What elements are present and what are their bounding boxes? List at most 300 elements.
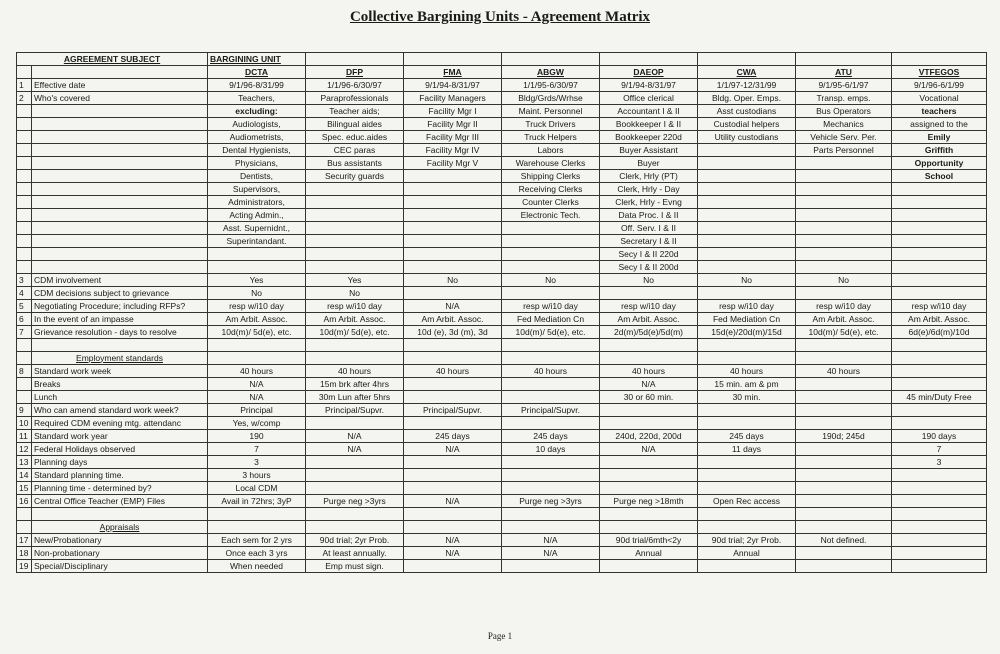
table-cell: Off. Serv. I & II <box>600 222 698 235</box>
table-cell: Truck Helpers <box>502 131 600 144</box>
table-cell: Principal/Supvr. <box>306 404 404 417</box>
table-cell: Am Arbit. Assoc. <box>306 313 404 326</box>
table-cell: 40 hours <box>208 365 306 378</box>
table-cell: Asst. Supernidnt., <box>208 222 306 235</box>
table-cell: 9/1/96-6/1/99 <box>892 79 987 92</box>
table-row <box>17 352 987 365</box>
table-cell: N/A <box>208 391 306 404</box>
table-cell: resp w/i10 day <box>502 300 600 313</box>
table-cell: 40 hours <box>796 365 892 378</box>
table-cell <box>404 508 502 521</box>
table-cell <box>404 521 502 534</box>
table-cell <box>796 352 892 365</box>
table-cell: 240d, 220d, 200d <box>600 430 698 443</box>
row-number-cell: 3 <box>17 274 32 287</box>
table-row <box>17 131 987 144</box>
table-row <box>17 469 987 482</box>
agreement-subject-header: AGREEMENT SUBJECT <box>17 53 208 66</box>
table-cell <box>698 508 796 521</box>
subject-cell: Standard work week <box>32 365 208 378</box>
table-cell: 40 hours <box>600 365 698 378</box>
table-cell: No <box>796 274 892 287</box>
row-number-cell: 15 <box>17 482 32 495</box>
table-cell <box>698 183 796 196</box>
table-cell <box>698 456 796 469</box>
table-cell: resp w/i10 day <box>892 300 987 313</box>
table-cell <box>404 222 502 235</box>
table-cell <box>502 287 600 300</box>
table-cell: 90d trial; 2yr Prob. <box>306 534 404 547</box>
subject-cell: CDM involvement <box>32 274 208 287</box>
table-cell: Facility Mgr IV <box>404 144 502 157</box>
table-row <box>17 456 987 469</box>
table-cell: 30 or 60 min. <box>600 391 698 404</box>
row-number-cell: 8 <box>17 365 32 378</box>
table-cell <box>892 482 987 495</box>
table-cell <box>502 222 600 235</box>
table-cell: 7 <box>208 443 306 456</box>
table-cell: Truck Drivers <box>502 118 600 131</box>
table-cell: Audiologists, <box>208 118 306 131</box>
table-cell <box>306 456 404 469</box>
table-cell: 7 <box>892 443 987 456</box>
subject-cell: Planning days <box>32 456 208 469</box>
bargining-unit-header: BARGINING UNIT <box>208 53 306 66</box>
row-number-cell: 2 <box>17 92 32 105</box>
header-row-1 <box>17 53 987 66</box>
subject-cell: Standard work year <box>32 430 208 443</box>
table-cell: Bookkeeper I & II <box>600 118 698 131</box>
table-row <box>17 508 987 521</box>
table-cell: 40 hours <box>306 365 404 378</box>
subject-cell: Lunch <box>32 391 208 404</box>
table-cell <box>796 170 892 183</box>
table-cell: resp w/i10 day <box>306 300 404 313</box>
table-cell: 9/1/94-8/31/97 <box>600 79 698 92</box>
table-cell <box>306 222 404 235</box>
table-cell <box>698 287 796 300</box>
table-cell <box>208 261 306 274</box>
table-cell <box>404 170 502 183</box>
table-cell <box>892 352 987 365</box>
table-cell <box>404 482 502 495</box>
table-row <box>17 118 987 131</box>
row-number-cell <box>17 144 32 157</box>
row-number-cell <box>17 183 32 196</box>
subject-cell: Federal Holidays observed <box>32 443 208 456</box>
table-cell: Bookkeeper 220d <box>600 131 698 144</box>
unit-header: CWA <box>698 66 796 79</box>
table-cell: Parts Personnel <box>796 144 892 157</box>
table-cell: Shipping Clerks <box>502 170 600 183</box>
table-cell <box>208 248 306 261</box>
table-cell: Fed Mediation Cn <box>502 313 600 326</box>
table-row <box>17 339 987 352</box>
section-heading: Employment standards <box>32 352 208 365</box>
table-cell: 1/1/97-12/31/99 <box>698 79 796 92</box>
subject-cell: Planning time - determined by? <box>32 482 208 495</box>
table-cell <box>306 352 404 365</box>
table-row <box>17 547 987 560</box>
table-cell <box>698 339 796 352</box>
table-row <box>17 222 987 235</box>
table-cell <box>892 378 987 391</box>
table-cell: 10d (e), 3d (m), 3d <box>404 326 502 339</box>
table-cell <box>502 482 600 495</box>
table-cell <box>796 469 892 482</box>
table-cell: Vocational <box>892 92 987 105</box>
row-number-cell: 4 <box>17 287 32 300</box>
row-number-cell <box>17 209 32 222</box>
table-cell <box>796 560 892 573</box>
table-cell: Superintandant. <box>208 235 306 248</box>
table-cell: Maint. Personnel <box>502 105 600 118</box>
subject-cell <box>32 508 208 521</box>
table-cell: 190d; 245d <box>796 430 892 443</box>
table-cell <box>502 417 600 430</box>
table-cell <box>404 339 502 352</box>
row-number-cell: 17 <box>17 534 32 547</box>
table-cell <box>404 391 502 404</box>
table-row <box>17 157 987 170</box>
table-cell: 3 <box>892 456 987 469</box>
table-cell: Buyer <box>600 157 698 170</box>
table-cell <box>892 235 987 248</box>
table-cell <box>892 287 987 300</box>
table-row <box>17 196 987 209</box>
table-row <box>17 417 987 430</box>
table-cell <box>698 482 796 495</box>
table-cell <box>796 404 892 417</box>
table-cell: 40 hours <box>502 365 600 378</box>
table-cell: Bus assistants <box>306 157 404 170</box>
table-cell: 1/1/96-6/30/97 <box>306 79 404 92</box>
table-cell: Yes <box>306 274 404 287</box>
table-cell <box>502 508 600 521</box>
subject-cell: Breaks <box>32 378 208 391</box>
table-cell <box>306 248 404 261</box>
table-cell <box>698 209 796 222</box>
table-cell: 10 days <box>502 443 600 456</box>
row-number-cell <box>17 339 32 352</box>
table-cell: N/A <box>502 547 600 560</box>
table-cell: Secretary I & II <box>600 235 698 248</box>
table-cell <box>502 560 600 573</box>
table-cell: 45 min/Duty Free <box>892 391 987 404</box>
table-cell <box>306 261 404 274</box>
table-cell <box>698 521 796 534</box>
table-cell: No <box>502 274 600 287</box>
table-cell: 90d trial; 2yr Prob. <box>698 534 796 547</box>
table-cell <box>796 222 892 235</box>
table-cell: Opportunity <box>892 157 987 170</box>
table-cell: 3 <box>208 456 306 469</box>
row-number-cell: 6 <box>17 313 32 326</box>
table-cell: Supervisors, <box>208 183 306 196</box>
table-cell <box>502 378 600 391</box>
table-cell: Clerk, Hrly - Day <box>600 183 698 196</box>
table-row <box>17 560 987 573</box>
subject-cell <box>32 261 208 274</box>
row-number-cell: 9 <box>17 404 32 417</box>
table-row <box>17 92 987 105</box>
table-cell: 15 min. am & pm <box>698 378 796 391</box>
table-cell <box>306 235 404 248</box>
subject-cell: Standard planning time. <box>32 469 208 482</box>
subject-cell <box>32 196 208 209</box>
table-cell <box>502 352 600 365</box>
subject-cell: Who can amend standard work week? <box>32 404 208 417</box>
row-number-cell: 18 <box>17 547 32 560</box>
table-cell <box>892 560 987 573</box>
table-cell <box>698 157 796 170</box>
table-cell: Fed Mediation Cn <box>698 313 796 326</box>
table-cell <box>600 560 698 573</box>
table-cell <box>698 352 796 365</box>
subject-cell: Negotiating Procedure; including RFPs? <box>32 300 208 313</box>
table-cell: 10d(m)/ 5d(e), etc. <box>502 326 600 339</box>
row-number-cell: 19 <box>17 560 32 573</box>
table-cell: N/A <box>404 534 502 547</box>
table-cell <box>208 521 306 534</box>
row-number-cell <box>17 391 32 404</box>
table-cell <box>600 521 698 534</box>
table-cell: 15d(e)/20d(m)/15d <box>698 326 796 339</box>
row-number-cell <box>17 261 32 274</box>
unit-header: DAEOP <box>600 66 698 79</box>
row-number-cell: 10 <box>17 417 32 430</box>
table-cell: Teachers, <box>208 92 306 105</box>
table-cell: Paraprofessionals <box>306 92 404 105</box>
table-cell: Utility custodians <box>698 131 796 144</box>
subject-cell <box>32 235 208 248</box>
table-cell <box>698 222 796 235</box>
subject-cell <box>32 183 208 196</box>
table-row <box>17 430 987 443</box>
table-cell: Annual <box>698 547 796 560</box>
table-cell <box>892 248 987 261</box>
row-number-cell: 13 <box>17 456 32 469</box>
subject-cell <box>32 105 208 118</box>
table-cell: Warehouse Clerks <box>502 157 600 170</box>
table-cell: N/A <box>404 495 502 508</box>
table-row <box>17 482 987 495</box>
unit-header: ABGW <box>502 66 600 79</box>
table-cell <box>208 508 306 521</box>
table-cell: Am Arbit. Assoc. <box>600 313 698 326</box>
table-cell: 245 days <box>404 430 502 443</box>
table-cell: 30 min. <box>698 391 796 404</box>
table-cell: Transp. emps. <box>796 92 892 105</box>
subject-cell: Required CDM evening mtg. attendanc <box>32 417 208 430</box>
table-cell: Asst custodians <box>698 105 796 118</box>
table-cell <box>796 443 892 456</box>
table-cell <box>404 235 502 248</box>
table-cell: Security guards <box>306 170 404 183</box>
table-cell <box>502 391 600 404</box>
table-cell <box>698 248 796 261</box>
table-cell: 40 hours <box>698 365 796 378</box>
table-cell: N/A <box>502 534 600 547</box>
table-cell: Bldg/Grds/Wrhse <box>502 92 600 105</box>
table-cell <box>404 196 502 209</box>
table-cell: Yes, w/comp <box>208 417 306 430</box>
row-number-cell <box>17 222 32 235</box>
table-cell: Bilingual aides <box>306 118 404 131</box>
table-cell <box>502 339 600 352</box>
table-cell <box>796 339 892 352</box>
subject-cell <box>32 144 208 157</box>
row-number-cell <box>17 248 32 261</box>
table-cell <box>306 209 404 222</box>
table-cell: 30m Lun after 5hrs <box>306 391 404 404</box>
table-cell <box>892 521 987 534</box>
table-cell <box>698 417 796 430</box>
table-cell: 10d(m)/ 5d(e), etc. <box>208 326 306 339</box>
table-cell <box>404 469 502 482</box>
table-cell: No <box>600 274 698 287</box>
table-row <box>17 235 987 248</box>
table-cell: Clerk, Hrly - Evng <box>600 196 698 209</box>
table-cell <box>404 456 502 469</box>
table-cell: Receiving Clerks <box>502 183 600 196</box>
table-cell: Each sem for 2 yrs <box>208 534 306 547</box>
table-row <box>17 313 987 326</box>
table-cell <box>698 144 796 157</box>
subject-cell: Special/Disciplinary <box>32 560 208 573</box>
subject-cell: New/Probationary <box>32 534 208 547</box>
row-number-cell <box>17 352 32 365</box>
table-cell: Spec. educ.aides <box>306 131 404 144</box>
table-cell: Secy I & II 200d <box>600 261 698 274</box>
table-row <box>17 326 987 339</box>
table-row <box>17 183 987 196</box>
table-cell: 245 days <box>502 430 600 443</box>
unit-header: DCTA <box>208 66 306 79</box>
subject-cell <box>32 131 208 144</box>
table-cell: 9/1/96-8/31/99 <box>208 79 306 92</box>
agreement-matrix-table <box>16 52 987 573</box>
table-cell: resp w/i10 day <box>796 300 892 313</box>
table-cell <box>404 378 502 391</box>
table-cell: Vehicle Serv. Per. <box>796 131 892 144</box>
table-row <box>17 534 987 547</box>
table-cell: Principal <box>208 404 306 417</box>
table-cell <box>892 196 987 209</box>
table-cell <box>796 261 892 274</box>
table-cell <box>600 469 698 482</box>
table-cell: Accountant I & II <box>600 105 698 118</box>
unit-header: FMA <box>404 66 502 79</box>
table-cell: No <box>698 274 796 287</box>
table-cell <box>600 352 698 365</box>
table-cell: excluding: <box>208 105 306 118</box>
table-cell <box>892 469 987 482</box>
table-cell <box>892 274 987 287</box>
table-cell <box>698 196 796 209</box>
table-cell <box>404 287 502 300</box>
table-cell: No <box>404 274 502 287</box>
table-cell <box>796 391 892 404</box>
table-cell: Mechanics <box>796 118 892 131</box>
table-cell <box>404 261 502 274</box>
table-cell: 6d(e)/6d(m)/10d <box>892 326 987 339</box>
table-cell <box>698 560 796 573</box>
subject-cell <box>32 170 208 183</box>
table-cell <box>892 339 987 352</box>
table-cell: Facility Mgr V <box>404 157 502 170</box>
table-cell: No <box>306 287 404 300</box>
table-cell <box>892 365 987 378</box>
page-title: Collective Bargining Units - Agreement Matrix <box>349 9 651 25</box>
table-cell: Am Arbit. Assoc. <box>404 313 502 326</box>
table-cell: Electronic Tech. <box>502 209 600 222</box>
table-row <box>17 287 987 300</box>
table-cell <box>502 261 600 274</box>
table-cell <box>600 508 698 521</box>
table-cell <box>796 378 892 391</box>
table-cell <box>698 469 796 482</box>
row-number-cell: 7 <box>17 326 32 339</box>
table-cell: 245 days <box>698 430 796 443</box>
table-cell: Facility Mgr I <box>404 105 502 118</box>
table-cell <box>306 417 404 430</box>
table-cell: N/A <box>404 443 502 456</box>
table-cell: Avail in 72hrs; 3yP <box>208 495 306 508</box>
table-cell: Audiometrists, <box>208 131 306 144</box>
subject-cell <box>32 118 208 131</box>
table-cell: At least annually. <box>306 547 404 560</box>
table-cell: Am Arbit. Assoc. <box>892 313 987 326</box>
table-cell: Labors <box>502 144 600 157</box>
table-cell <box>892 404 987 417</box>
table-cell <box>698 261 796 274</box>
table-cell: Open Rec access <box>698 495 796 508</box>
table-cell <box>796 547 892 560</box>
table-cell: Yes <box>208 274 306 287</box>
table-cell <box>698 235 796 248</box>
table-cell: assigned to the <box>892 118 987 131</box>
table-cell <box>796 248 892 261</box>
row-number-cell: 5 <box>17 300 32 313</box>
subject-cell: Non-probationary <box>32 547 208 560</box>
table-row <box>17 443 987 456</box>
table-cell: Facility Mgr III <box>404 131 502 144</box>
table-cell: Purge neg >18mth <box>600 495 698 508</box>
page-number: Page 1 <box>487 631 513 641</box>
table-cell <box>404 417 502 430</box>
subject-cell <box>32 248 208 261</box>
table-cell <box>502 248 600 261</box>
table-row <box>17 495 987 508</box>
table-cell: CEC paras <box>306 144 404 157</box>
table-cell: Facility Managers <box>404 92 502 105</box>
table-cell: teachers <box>892 105 987 118</box>
table-cell: 3 hours <box>208 469 306 482</box>
table-row <box>17 521 987 534</box>
table-cell <box>796 209 892 222</box>
subject-cell <box>32 209 208 222</box>
table-cell: Dental Hygienists, <box>208 144 306 157</box>
table-cell <box>892 495 987 508</box>
unit-header: ATU <box>796 66 892 79</box>
table-row <box>17 365 987 378</box>
table-cell <box>502 456 600 469</box>
table-cell <box>796 183 892 196</box>
table-cell: Administrators, <box>208 196 306 209</box>
table-cell: Annual <box>600 547 698 560</box>
table-cell <box>208 352 306 365</box>
